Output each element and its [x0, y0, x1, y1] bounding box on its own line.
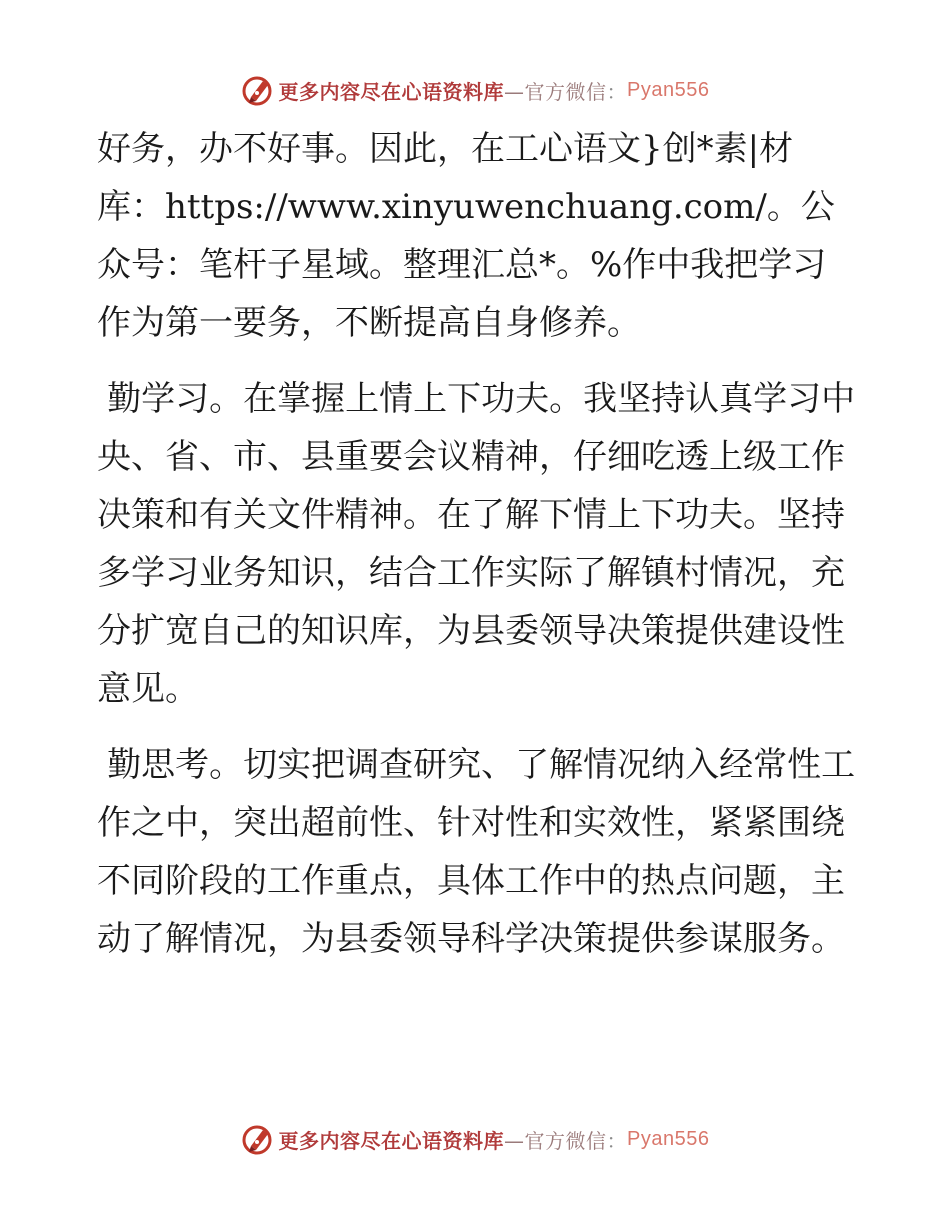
banner-main-text: 更多内容尽在心语资料库	[278, 79, 505, 104]
paragraph-1: 好务，办不好事。因此，在工心语文}创*素|材库：https://www.xinyuwenchuang.com/。公众号：笔杆子星域。整理汇总*。%作中我把学习作为第一要务，不断提高自身修养。	[97, 129, 835, 343]
paragraph-3: 勤思考。切实把调查研究、了解情况纳入经常性工作之中，突出超前性、针对性和实效性，紧紧围绕不同阶段的工作重点，具体工作中的热点问题，主动了解情况，为县委领导科学决策提供参谋服务。	[97, 745, 856, 959]
banner-wechat-text: —官方微信	[504, 79, 607, 104]
pen-nib-logo-icon	[241, 1122, 275, 1156]
footer-banner	[0, 1119, 950, 1159]
banner-wechat-id: Pyan556	[627, 78, 710, 101]
document-body	[97, 120, 857, 986]
paragraph-2: 勤学习。在掌握上情上下功夫。我坚持认真学习中央、省、市、县重要会议精神，仔细吃透上级工作决策和有关文件精神。在了解下情上下功夫。坚持多学习业务知识，结合工作实际了解镇村情况，充分扩宽自己的知识库，为县委领导决策提供建设性意见。	[97, 379, 856, 709]
pen-nib-logo-icon	[241, 73, 275, 107]
banner-main-text: 更多内容尽在心语资料库	[278, 1128, 505, 1153]
header-banner	[0, 70, 950, 110]
banner-colon: ：	[606, 79, 628, 104]
banner-wechat-id: Pyan556	[627, 1127, 710, 1150]
banner-wechat-text: —官方微信	[504, 1128, 607, 1153]
banner-colon: ：	[606, 1128, 628, 1153]
